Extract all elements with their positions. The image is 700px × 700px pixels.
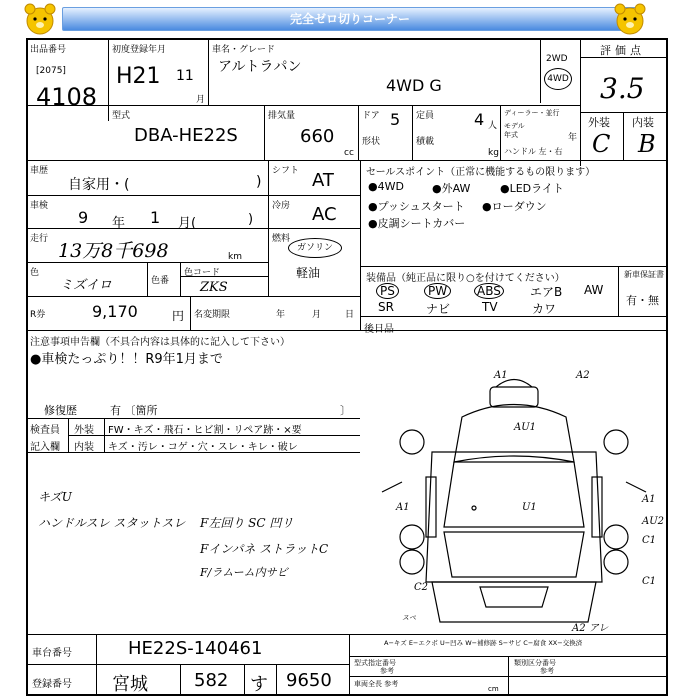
exterior-label: 外装 (588, 116, 610, 129)
sales-title: セールスポイント（正常に機能するもの限ります） (366, 167, 596, 178)
lot-label: 出品番号 (30, 45, 67, 55)
plate-region: 宮城 (112, 674, 148, 695)
inspection-label: 車検 (30, 201, 49, 211)
inspector-int-items: キズ・汚レ・コゲ・穴・スレ・キレ・破レ (108, 442, 298, 453)
model-label: 型式 (112, 111, 131, 121)
color-number-label: 色番 (151, 276, 170, 286)
history-close: ) (256, 174, 262, 190)
history-value: 自家用・( (68, 177, 130, 193)
shift-label: シフト (272, 166, 300, 176)
car-grade: 4WD G (386, 76, 442, 95)
plate-kana: す (250, 674, 268, 695)
sales-point: ●LEDライト (500, 182, 564, 195)
dealer-year-unit: 年 (568, 133, 578, 143)
capacity-value: 4 (474, 110, 485, 129)
damage-mark-a2-top: A2 (576, 370, 590, 381)
damage-mark-a1-right: A1 (642, 494, 656, 505)
hand-note: Fインパネ ストラットC (200, 542, 329, 556)
shift-value: AT (312, 170, 334, 191)
mileage-label: 走行 (30, 234, 49, 244)
doors-value: 5 (390, 110, 401, 129)
damage-mark-c1-right: C1 (642, 535, 657, 546)
hand-note: F左回り SC 凹リ (200, 516, 294, 530)
drive-2wd: 2WD (546, 54, 568, 64)
footer-ref2: 参考 (540, 667, 554, 675)
name-change-year: 年 (276, 310, 286, 320)
car-name: アルトラパン (218, 59, 302, 75)
equip-pw: PW (424, 283, 451, 299)
displacement-value: 660 (300, 126, 335, 147)
inspection-year: 9 (78, 208, 89, 227)
aircon-label: 冷房 (272, 201, 291, 211)
first-reg-month-unit: 月 (196, 95, 206, 105)
equip-aw: AW (584, 283, 604, 297)
lot-number: 4108 (36, 83, 98, 111)
rear-seat-label: 後日品 (364, 324, 394, 335)
damage-mark-spare: スペ (402, 614, 416, 622)
damage-mark-c1-rear: C1 (642, 576, 657, 587)
handle-label: ハンドル 左・右 (504, 147, 563, 156)
sales-point: ●4WD (368, 180, 404, 193)
inspection-close: ) (248, 212, 254, 227)
shape-label: 形状 (362, 137, 381, 147)
inspection-month-unit: 月( (178, 216, 197, 231)
footer-type-no: 型式指定番号 (354, 659, 396, 667)
dealer-year: 年式 (504, 131, 518, 139)
car-damage-diagram (362, 332, 666, 634)
damage-mark-a1-left: A1 (396, 502, 410, 513)
fuel-gasoline-circle: ガソリン (288, 238, 342, 258)
model-value: DBA-HE22S (134, 125, 238, 146)
interior-grade: B (638, 130, 656, 158)
score-value: 3.5 (600, 72, 645, 105)
warranty-value: 有・無 (626, 294, 659, 307)
repair-value: 有 〔箇所 (110, 404, 158, 417)
doors-label: ドア (362, 111, 380, 121)
sales-point: ●プッシュスタート (368, 200, 465, 213)
chassis-label: 車台番号 (32, 648, 72, 659)
plate-class: 582 (194, 670, 229, 691)
color-value: ミズイロ (60, 278, 112, 293)
damage-mark-a1-top: A1 (494, 370, 508, 381)
legend-text: A−キズ E−エクボ U−凹み W−補修跡 S−サビ C−腐食 XX−交換済 (384, 639, 583, 647)
equip-leather: カワ (532, 302, 557, 316)
sales-point: ●皮調シートカバー (368, 217, 466, 230)
inspector-label2: 記入欄 (30, 442, 60, 453)
name-change-label: 名変期限 (194, 310, 231, 320)
inspector-label: 検査員 (30, 425, 60, 436)
plate-label: 登録番号 (32, 679, 72, 690)
color-code-label: 色コード (184, 268, 221, 278)
load-label: 積載 (416, 137, 435, 147)
car-label: 車名・グレード (212, 45, 276, 55)
lot-sub: [2075] (36, 66, 66, 76)
recycle-unit: 円 (172, 309, 185, 323)
inspector-int-label: 内装 (74, 442, 94, 453)
recycle-value: 9,170 (92, 302, 138, 321)
name-change-day: 日 (345, 310, 355, 320)
sales-point: ●外AW (432, 182, 471, 195)
inspection-year-unit: 年 (112, 216, 126, 231)
displacement-label: 排気量 (268, 111, 296, 121)
equip-abs: ABS (474, 283, 504, 299)
notes-title: 注意事項申告欄（不具合内容は具体的に記入して下さい） (30, 337, 290, 348)
chassis-value: HE22S-140461 (128, 638, 263, 659)
damage-mark-au1: AU1 (514, 422, 537, 433)
sales-point: ●ローダウン (482, 200, 547, 213)
mileage-value: 13万8千698 (58, 240, 169, 262)
mascot-bear-right-icon (612, 2, 648, 36)
equipment-title: 装備品（純正品に限り○を付けてください） (366, 273, 565, 284)
footer-cm: cm (488, 685, 499, 693)
hand-note: キズU (38, 490, 72, 504)
notes-line1: ●車検たっぷり！！R9年1月まで (30, 352, 223, 367)
score-label: 評価点 (600, 44, 645, 57)
first-reg-year: H21 (116, 64, 161, 89)
inspection-month: 1 (150, 208, 161, 227)
recycle-label: R券 (30, 310, 46, 320)
damage-mark-a2-rear: A2 アレ (572, 623, 609, 634)
damage-mark-c2: C2 (414, 582, 429, 593)
damage-mark-u1: U1 (522, 502, 537, 513)
equip-sr: SR (378, 300, 394, 314)
fuel-label: 燃料 (272, 234, 291, 244)
first-reg-label: 初度登録年月 (112, 45, 167, 55)
inspector-ext-items: FW・キズ・飛石・ヒビ割・リペア跡・×要 (108, 425, 302, 436)
color-code: ZKS (200, 280, 228, 295)
equip-tv: TV (482, 300, 498, 314)
name-change-month: 月 (312, 310, 322, 320)
banner-title: 完全ゼロ切りコーナー (62, 7, 638, 31)
repair-close: 〕 (340, 404, 351, 417)
inspector-ext-label: 外装 (74, 425, 94, 436)
hand-note: ハンドルスレ スタットスレ (38, 516, 186, 530)
history-label: 車歴 (30, 166, 49, 176)
fuel-diesel: 軽油 (296, 266, 321, 280)
dealer-label: ディーラー・並行 (504, 109, 560, 117)
interior-label: 内装 (632, 116, 654, 129)
color-label: 色 (30, 268, 40, 278)
equip-airbag: エアB (530, 285, 563, 299)
capacity-label: 定員 (416, 111, 435, 121)
first-reg-month: 11 (176, 68, 194, 84)
load-unit: kg (488, 148, 499, 158)
footer-class-no: 類別区分番号 (514, 659, 556, 667)
capacity-unit: 人 (488, 121, 498, 131)
warranty-label: 新車保証書 (624, 270, 664, 279)
dealer-model: モデル (504, 122, 525, 130)
drive-4wd-circle: 4WD (544, 68, 572, 90)
footer-length: 車両全長 参考 (354, 680, 399, 688)
mascot-bear-left-icon (22, 2, 58, 36)
hand-note: F/ラムーム内サビ (200, 566, 288, 579)
mileage-unit: km (228, 252, 242, 262)
equip-navi: ナビ (426, 302, 451, 316)
footer-ref1: 参考 (380, 667, 394, 675)
repair-label: 修復歴 (44, 404, 77, 417)
exterior-grade: C (592, 130, 611, 158)
equip-ps: PS (376, 283, 399, 299)
displacement-unit: cc (344, 148, 354, 158)
plate-number: 9650 (286, 670, 332, 691)
damage-mark-au2: AU2 (642, 516, 665, 527)
aircon-value: AC (312, 204, 337, 225)
